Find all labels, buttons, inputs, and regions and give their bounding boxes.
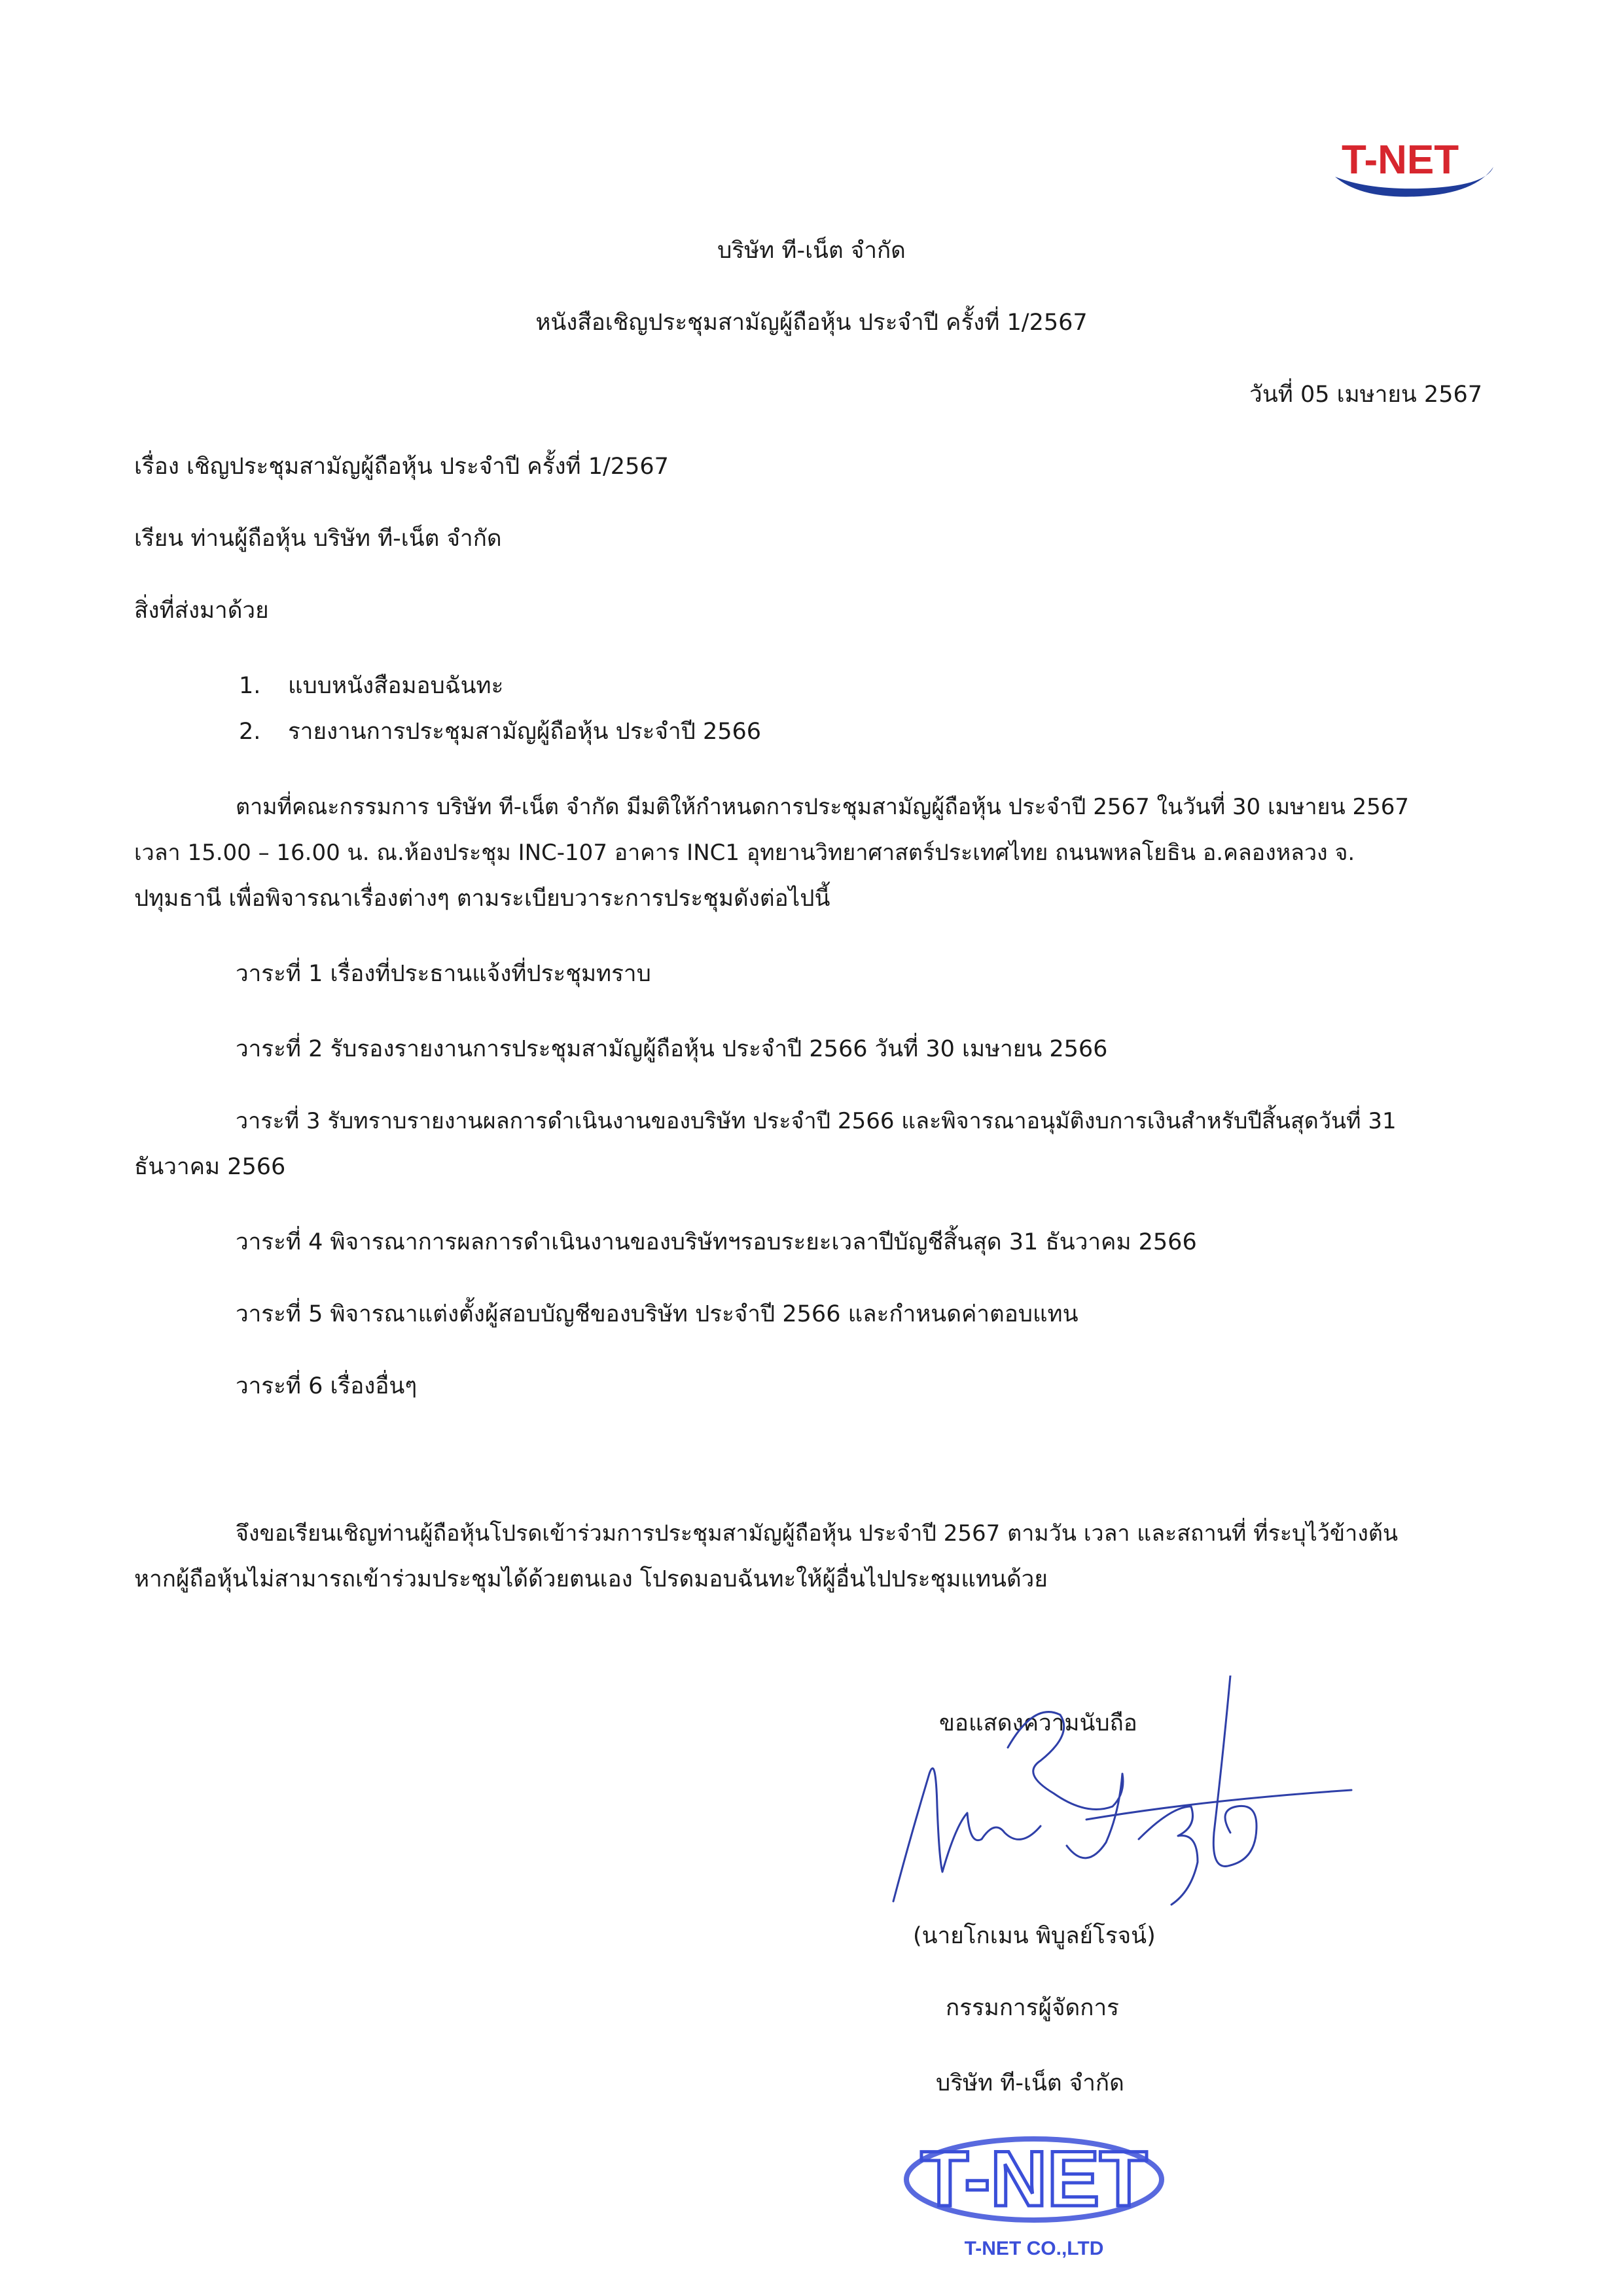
- signer-company: บริษัท ที-เน็ต จำกัด: [936, 2070, 1124, 2096]
- company-name: บริษัท ที-เน็ต จำกัด: [717, 238, 906, 264]
- document-date: วันที่ 05 เมษายน 2567: [1249, 382, 1482, 408]
- document-title: หนังสือเชิญประชุมสามัญผู้ถือหุ้น ประจำปี ครั้งที่ 1/2567: [535, 310, 1088, 336]
- subject-line: เรื่อง เชิญประชุมสามัญผู้ถือหุ้น ประจำปี ครั้งที่ 1/2567: [134, 454, 669, 480]
- signer-position: กรรมการผู้จัดการ: [946, 1995, 1119, 2021]
- intro-line: ตามที่คณะกรรมการ บริษัท ที-เน็ต จำกัด มีมติให้กำหนดการประชุมสามัญผู้ถือหุ้น ประจำปี 2567 ในวันที่ 30 เมษายน 2567: [236, 794, 1410, 820]
- attachment-item: รายงานการประชุมสามัญผู้ถือหุ้น ประจำปี 2566: [288, 719, 762, 745]
- logo-text: T-NET: [1342, 137, 1459, 183]
- recipient-line: เรียน ท่านผู้ถือหุ้น บริษัท ที-เน็ต จำกัด: [134, 526, 502, 552]
- intro-line: ปทุมธานี เพื่อพิจารณาเรื่องต่างๆ ตามระเบียบวาระการประชุมดังต่อไปนี้: [134, 886, 830, 912]
- regards-text: ขอแสดงความนับถือ: [939, 1710, 1137, 1736]
- signer-name: (นายโกเมน พิบูลย์โรจน์): [913, 1923, 1156, 1949]
- agenda-item: วาระที่ 6 เรื่องอื่นๆ: [236, 1373, 418, 1399]
- agenda-item: วาระที่ 3 รับทราบรายงานผลการดำเนินงานของบริษัท ประจำปี 2566 และพิจารณาอนุมัติงบการเงินสำหรับปีสิ้นสุดวันที่ 31: [236, 1108, 1397, 1134]
- intro-line: เวลา 15.00 – 16.00 น. ณ.ห้องประชุม INC-107 อาคาร INC1 อุทยานวิทยาศาสตร์ประเทศไทย ถนนพหลโยธิน อ.คลองหลวง จ.: [134, 840, 1355, 866]
- attachment-item: แบบหนังสือมอบฉันทะ: [288, 673, 504, 699]
- attachment-number: 1.: [239, 673, 261, 699]
- closing-line: หากผู้ถือหุ้นไม่สามารถเข้าร่วมประชุมได้ด้วยตนเอง โปรดมอบฉันทะให้ผู้อื่นไปประชุมแทนด้วย: [134, 1566, 1048, 1592]
- company-logo: [1322, 131, 1499, 203]
- stamp-text: T-NET: [920, 2135, 1148, 2223]
- company-stamp: [897, 2108, 1171, 2271]
- stamp-subtext: T-NET CO.,LTD: [964, 2238, 1104, 2259]
- agenda-item: วาระที่ 1 เรื่องที่ประธานแจ้งที่ประชุมทราบ: [236, 961, 651, 987]
- signature: [890, 1676, 1387, 1911]
- agenda-item: วาระที่ 2 รับรองรายงานการประชุมสามัญผู้ถือหุ้น ประจำปี 2566 วันที่ 30 เมษายน 2566: [236, 1036, 1108, 1062]
- agenda-item: วาระที่ 4 พิจารณาการผลการดำเนินงานของบริษัทฯรอบระยะเวลาปีบัญชีสิ้นสุด 31 ธันวาคม 2566: [236, 1229, 1197, 1255]
- closing-line: จึงขอเรียนเชิญท่านผู้ถือหุ้นโปรดเข้าร่วมการประชุมสามัญผู้ถือหุ้น ประจำปี 2567 ตามวัน เวลา และสถานที่ ที่ระบุไว้ข้างต้น: [236, 1520, 1399, 1547]
- attachment-number: 2.: [239, 719, 261, 745]
- agenda-item: วาระที่ 5 พิจารณาแต่งตั้งผู้สอบบัญชีของบริษัท ประจำปี 2566 และกำหนดค่าตอบแทน: [236, 1301, 1079, 1327]
- attachments-label: สิ่งที่ส่งมาด้วย: [134, 598, 269, 624]
- agenda-item-continuation: ธันวาคม 2566: [134, 1154, 286, 1180]
